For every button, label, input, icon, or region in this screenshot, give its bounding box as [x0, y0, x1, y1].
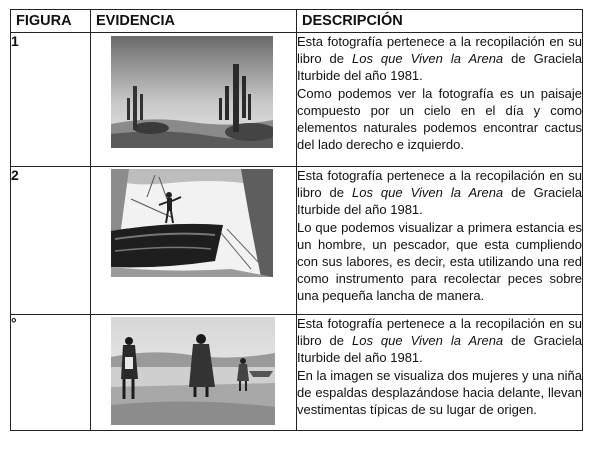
evidence-cell	[91, 315, 297, 431]
evidence-cell	[91, 167, 297, 315]
figure-number: 1	[11, 33, 91, 167]
table-row	[11, 33, 583, 167]
evidence-cell	[91, 33, 297, 167]
book-title: Los que Viven la Arena	[351, 333, 504, 349]
description-body: Como podemos ver la fotografía es un paisaje compuesto por un cielo en el día y como elementos naturales podemos encontrar cactus del lado derecho e izquierdo.	[297, 85, 582, 153]
header-evidencia: EVIDENCIA	[91, 10, 297, 33]
header-row	[11, 10, 583, 33]
description-intro: Esta fotografía pertenece a la recopilación en su libro de Los que Viven la Arena de Graciela Iturbide del año 1981.	[297, 316, 582, 366]
description-intro: Esta fotografía pertenece a la recopilación en su libro de Los que Viven la Arena de Graciela Iturbide del año 1981.	[297, 34, 582, 84]
book-title: Los que Viven la Arena	[351, 51, 504, 67]
book-title: Los que Viven la Arena	[351, 185, 504, 201]
description-cell	[297, 315, 583, 431]
description-body: En la imagen se visualiza dos mujeres y una niña de espaldas desplazándose hacia delante, llevan vestimentas típicas de su lugar de origen.	[297, 367, 582, 418]
evidence-table	[10, 9, 583, 431]
desert-cactus-landscape-photo	[111, 36, 273, 148]
figure-number: 2	[11, 167, 91, 315]
table-row	[11, 315, 583, 431]
table-row	[11, 167, 583, 315]
women-and-girl-beach-photo	[111, 317, 275, 425]
header-descripcion: DESCRIPCIÓN	[297, 10, 583, 33]
description-cell	[297, 33, 583, 167]
description-body: Lo que podemos visualizar a primera estancia es un hombre, un pescador, que esta cumpliendo con sus labores, es decir, esta utilizando una red como instrumento para recolectar peces sobre una pequeña lancha de manera.	[297, 219, 582, 304]
header-figura: FIGURA	[11, 10, 91, 33]
figure-number: °	[11, 315, 91, 431]
description-cell	[297, 167, 583, 315]
fisherman-boat-photo	[111, 169, 273, 277]
description-intro: Esta fotografía pertenece a la recopilación en su libro de Los que Viven la Arena de Graciela Iturbide del año 1981.	[297, 168, 582, 218]
